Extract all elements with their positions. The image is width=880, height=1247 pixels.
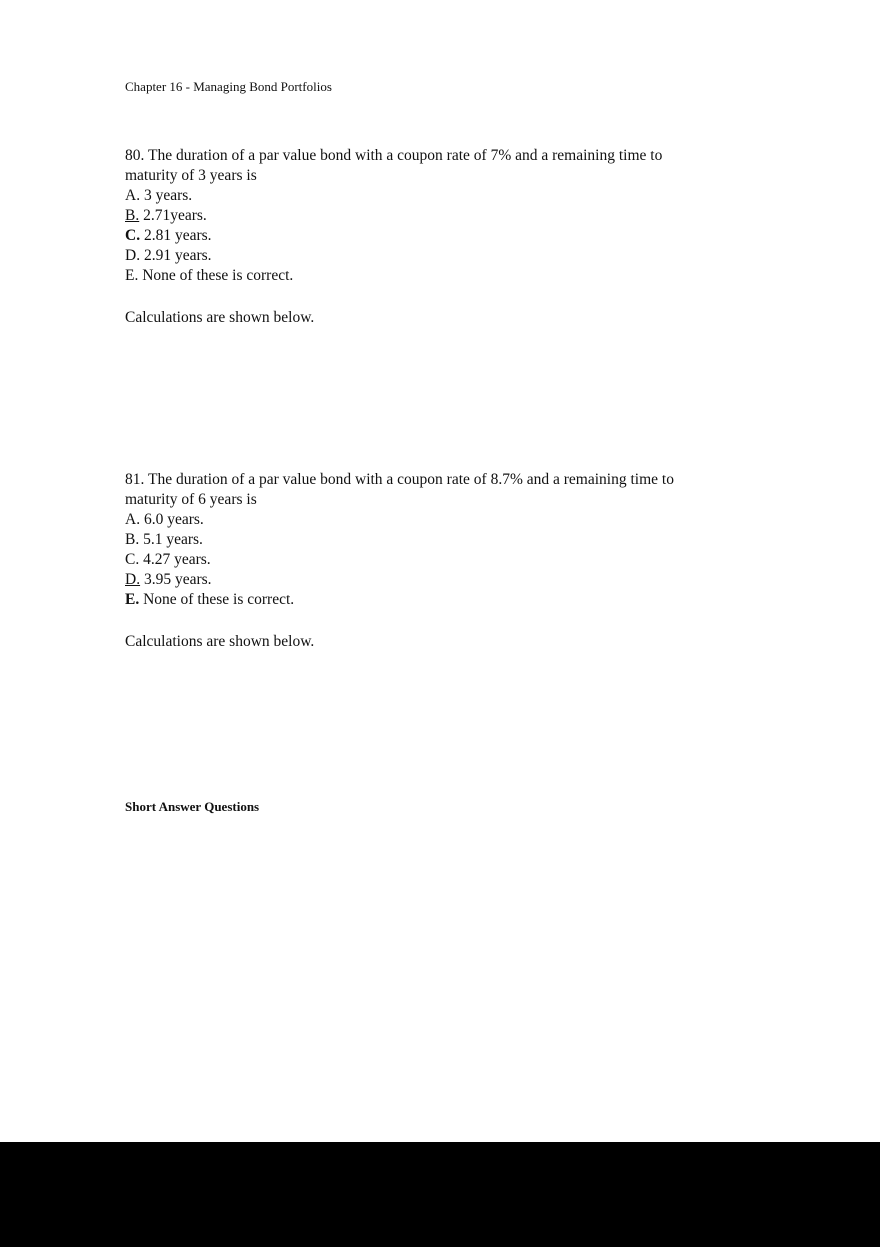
option-letter: C. xyxy=(125,551,140,568)
bottom-black-bar xyxy=(0,1142,880,1247)
question-81-option-a xyxy=(125,510,805,530)
option-text: 6.0 years. xyxy=(143,511,204,528)
option-text: 5.1 years. xyxy=(143,531,203,548)
option-letter: E. xyxy=(125,591,140,608)
question-81-stem-line-1: 81. The duration of a par value bond with a coupon rate of 8.7% and a remaining time to xyxy=(125,471,674,488)
option-letter: A. xyxy=(125,187,141,204)
option-text: 3 years. xyxy=(143,187,193,204)
option-text: 3.95 years. xyxy=(143,571,212,588)
question-81-option-c xyxy=(125,550,805,570)
option-letter: C. xyxy=(125,227,141,244)
question-80-option-b xyxy=(125,206,805,226)
question-80 xyxy=(125,146,805,286)
option-letter: B. xyxy=(125,207,140,224)
option-letter: D. xyxy=(125,247,141,264)
question-80-option-c xyxy=(125,226,805,246)
question-80-option-a xyxy=(125,186,805,206)
question-80-option-e xyxy=(125,266,805,286)
option-text: 2.81 years. xyxy=(143,227,212,244)
question-81-stem-line-2: maturity of 6 years is xyxy=(125,491,257,508)
short-answer-questions-heading: Short Answer Questions xyxy=(125,799,260,814)
option-text: 4.27 years. xyxy=(143,551,211,568)
question-81 xyxy=(125,470,805,610)
question-81-option-d xyxy=(125,570,805,590)
option-text: None of these is correct. xyxy=(143,591,295,608)
question-81-option-b xyxy=(125,530,805,550)
question-81-calculations-note: Calculations are shown below. xyxy=(125,633,315,650)
question-81-option-e xyxy=(125,590,805,610)
option-letter: E. xyxy=(125,267,139,284)
question-80-stem-line-2: maturity of 3 years is xyxy=(125,167,257,184)
question-80-calculations-note: Calculations are shown below. xyxy=(125,309,315,326)
chapter-header: Chapter 16 - Managing Bond Portfolios xyxy=(125,79,332,94)
option-letter: B. xyxy=(125,531,140,548)
option-letter: A. xyxy=(125,511,141,528)
option-text: None of these is correct. xyxy=(142,267,294,284)
option-text: 2.71years. xyxy=(143,207,207,224)
option-letter: D. xyxy=(125,571,141,588)
option-text: 2.91 years. xyxy=(143,247,212,264)
question-80-option-d xyxy=(125,246,805,266)
question-80-stem-line-1: 80. The duration of a par value bond with a coupon rate of 7% and a remaining time to xyxy=(125,147,663,164)
